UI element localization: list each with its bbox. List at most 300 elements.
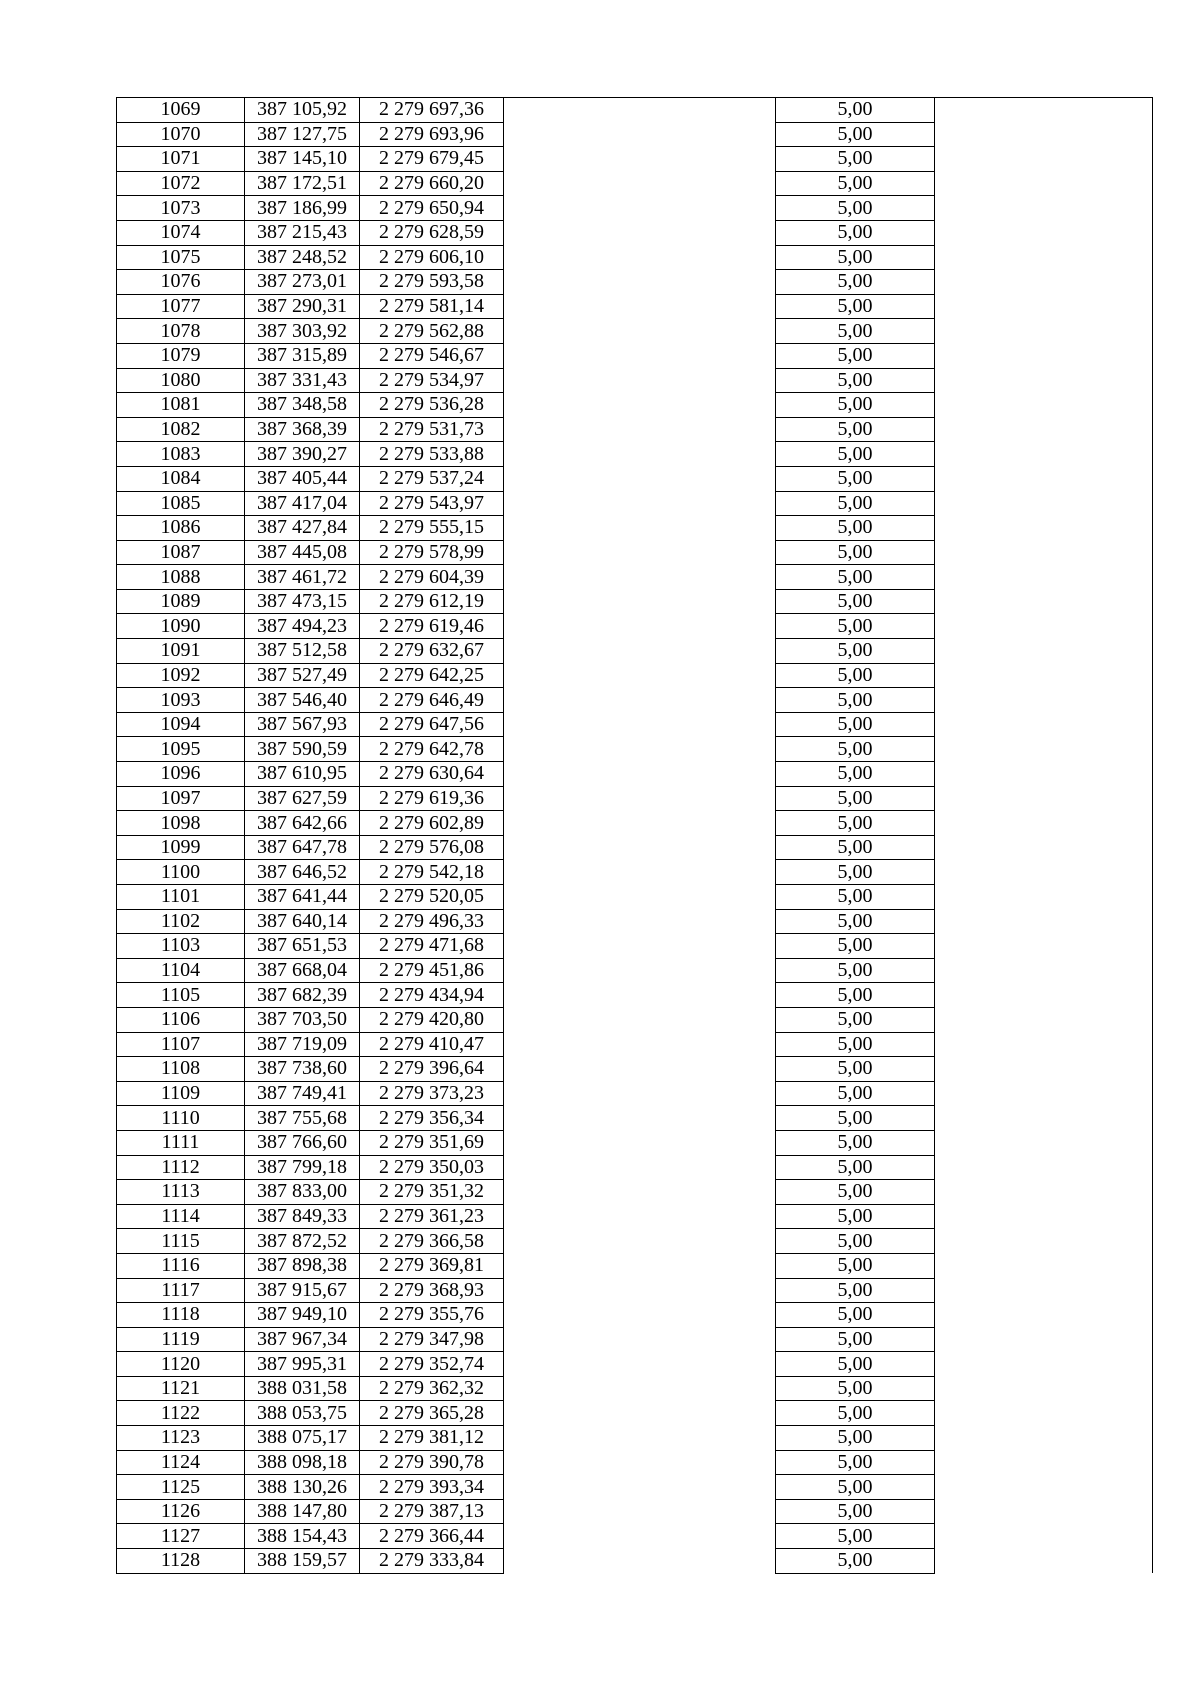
cell-blank2	[935, 1278, 1153, 1303]
table-row	[117, 712, 1153, 737]
cell-y: 2 279 361,23	[360, 1204, 504, 1229]
cell-point: 1107	[117, 1032, 245, 1057]
cell-value: 5,00	[776, 491, 935, 516]
table-row	[117, 1253, 1153, 1278]
cell-value: 5,00	[776, 1081, 935, 1106]
table-row	[117, 417, 1153, 442]
cell-point: 1090	[117, 614, 245, 639]
table-row	[117, 270, 1153, 295]
cell-value: 5,00	[776, 1057, 935, 1082]
cell-x: 387 127,75	[245, 122, 360, 147]
cell-y: 2 279 471,68	[360, 934, 504, 959]
cell-y: 2 279 356,34	[360, 1106, 504, 1131]
cell-value: 5,00	[776, 1450, 935, 1475]
cell-x: 387 915,67	[245, 1278, 360, 1303]
cell-y: 2 279 531,73	[360, 417, 504, 442]
cell-value: 5,00	[776, 663, 935, 688]
cell-blank1	[504, 1130, 776, 1155]
cell-blank1	[504, 1450, 776, 1475]
cell-value: 5,00	[776, 1549, 935, 1574]
cell-y: 2 279 660,20	[360, 171, 504, 196]
cell-y: 2 279 542,18	[360, 860, 504, 885]
cell-y: 2 279 546,67	[360, 343, 504, 368]
cell-value: 5,00	[776, 343, 935, 368]
cell-x: 387 833,00	[245, 1180, 360, 1205]
cell-value: 5,00	[776, 1032, 935, 1057]
table-row	[117, 737, 1153, 762]
cell-y: 2 279 351,32	[360, 1180, 504, 1205]
cell-blank2	[935, 1057, 1153, 1082]
cell-blank2	[935, 1106, 1153, 1131]
cell-y: 2 279 536,28	[360, 393, 504, 418]
cell-blank1	[504, 122, 776, 147]
cell-point: 1089	[117, 589, 245, 614]
cell-point: 1099	[117, 835, 245, 860]
cell-blank2	[935, 1327, 1153, 1352]
cell-value: 5,00	[776, 1229, 935, 1254]
cell-blank1	[504, 245, 776, 270]
table-row	[117, 1081, 1153, 1106]
cell-point: 1097	[117, 786, 245, 811]
cell-x: 387 567,93	[245, 712, 360, 737]
cell-point: 1074	[117, 220, 245, 245]
table-row	[117, 1549, 1153, 1574]
cell-y: 2 279 642,25	[360, 663, 504, 688]
cell-y: 2 279 362,32	[360, 1376, 504, 1401]
cell-y: 2 279 576,08	[360, 835, 504, 860]
cell-y: 2 279 451,86	[360, 958, 504, 983]
table-row	[117, 1327, 1153, 1352]
cell-blank2	[935, 270, 1153, 295]
cell-point: 1119	[117, 1327, 245, 1352]
cell-y: 2 279 606,10	[360, 245, 504, 270]
cell-x: 388 147,80	[245, 1499, 360, 1524]
cell-point: 1106	[117, 1007, 245, 1032]
cell-point: 1081	[117, 393, 245, 418]
cell-y: 2 279 534,97	[360, 368, 504, 393]
table-row	[117, 1180, 1153, 1205]
cell-blank1	[504, 589, 776, 614]
cell-x: 387 186,99	[245, 196, 360, 221]
cell-blank2	[935, 1475, 1153, 1500]
cell-x: 388 031,58	[245, 1376, 360, 1401]
table-row	[117, 393, 1153, 418]
cell-value: 5,00	[776, 319, 935, 344]
cell-blank2	[935, 663, 1153, 688]
cell-point: 1093	[117, 688, 245, 713]
cell-blank1	[504, 1032, 776, 1057]
cell-point: 1083	[117, 442, 245, 467]
table-row	[117, 762, 1153, 787]
cell-value: 5,00	[776, 270, 935, 295]
table-row	[117, 343, 1153, 368]
cell-point: 1120	[117, 1352, 245, 1377]
cell-point: 1112	[117, 1155, 245, 1180]
cell-y: 2 279 333,84	[360, 1549, 504, 1574]
cell-y: 2 279 543,97	[360, 491, 504, 516]
cell-blank2	[935, 1130, 1153, 1155]
cell-x: 387 303,92	[245, 319, 360, 344]
cell-point: 1108	[117, 1057, 245, 1082]
cell-y: 2 279 496,33	[360, 909, 504, 934]
cell-blank2	[935, 466, 1153, 491]
cell-value: 5,00	[776, 1524, 935, 1549]
table-row	[117, 688, 1153, 713]
cell-x: 387 647,78	[245, 835, 360, 860]
table-row	[117, 1057, 1153, 1082]
cell-value: 5,00	[776, 147, 935, 172]
cell-blank2	[935, 639, 1153, 664]
cell-blank2	[935, 737, 1153, 762]
cell-x: 387 766,60	[245, 1130, 360, 1155]
cell-blank1	[504, 1426, 776, 1451]
cell-y: 2 279 355,76	[360, 1303, 504, 1328]
cell-blank2	[935, 565, 1153, 590]
cell-point: 1100	[117, 860, 245, 885]
cell-y: 2 279 642,78	[360, 737, 504, 762]
cell-y: 2 279 581,14	[360, 294, 504, 319]
cell-y: 2 279 365,28	[360, 1401, 504, 1426]
cell-blank1	[504, 319, 776, 344]
cell-blank2	[935, 983, 1153, 1008]
cell-y: 2 279 520,05	[360, 885, 504, 910]
cell-point: 1111	[117, 1130, 245, 1155]
cell-x: 387 738,60	[245, 1057, 360, 1082]
table-row	[117, 835, 1153, 860]
cell-blank1	[504, 1327, 776, 1352]
cell-x: 387 105,92	[245, 98, 360, 123]
table-row	[117, 614, 1153, 639]
cell-value: 5,00	[776, 614, 935, 639]
cell-value: 5,00	[776, 196, 935, 221]
cell-value: 5,00	[776, 1376, 935, 1401]
table-row	[117, 1278, 1153, 1303]
cell-blank2	[935, 614, 1153, 639]
cell-y: 2 279 555,15	[360, 516, 504, 541]
cell-x: 387 215,43	[245, 220, 360, 245]
cell-value: 5,00	[776, 983, 935, 1008]
cell-blank1	[504, 934, 776, 959]
cell-x: 387 646,52	[245, 860, 360, 885]
cell-blank2	[935, 1229, 1153, 1254]
cell-value: 5,00	[776, 540, 935, 565]
cell-value: 5,00	[776, 442, 935, 467]
cell-point: 1075	[117, 245, 245, 270]
table-row	[117, 860, 1153, 885]
cell-x: 387 682,39	[245, 983, 360, 1008]
cell-y: 2 279 410,47	[360, 1032, 504, 1057]
cell-blank2	[935, 540, 1153, 565]
cell-y: 2 279 352,74	[360, 1352, 504, 1377]
cell-x: 387 799,18	[245, 1155, 360, 1180]
cell-value: 5,00	[776, 1278, 935, 1303]
table-row	[117, 983, 1153, 1008]
cell-blank2	[935, 958, 1153, 983]
cell-point: 1101	[117, 885, 245, 910]
cell-point: 1073	[117, 196, 245, 221]
cell-blank2	[935, 245, 1153, 270]
cell-value: 5,00	[776, 786, 935, 811]
cell-y: 2 279 619,36	[360, 786, 504, 811]
cell-blank2	[935, 516, 1153, 541]
cell-blank1	[504, 270, 776, 295]
cell-blank2	[935, 1401, 1153, 1426]
table-row	[117, 1155, 1153, 1180]
cell-value: 5,00	[776, 417, 935, 442]
cell-x: 387 546,40	[245, 688, 360, 713]
cell-value: 5,00	[776, 835, 935, 860]
cell-point: 1110	[117, 1106, 245, 1131]
cell-blank1	[504, 983, 776, 1008]
table-row	[117, 368, 1153, 393]
cell-x: 387 315,89	[245, 343, 360, 368]
cell-x: 388 053,75	[245, 1401, 360, 1426]
cell-blank1	[504, 885, 776, 910]
cell-x: 387 473,15	[245, 589, 360, 614]
table-row	[117, 1106, 1153, 1131]
cell-point: 1123	[117, 1426, 245, 1451]
cell-x: 387 703,50	[245, 1007, 360, 1032]
table-row	[117, 885, 1153, 910]
cell-x: 387 642,66	[245, 811, 360, 836]
cell-blank2	[935, 196, 1153, 221]
cell-y: 2 279 396,64	[360, 1057, 504, 1082]
cell-x: 388 098,18	[245, 1450, 360, 1475]
cell-blank2	[935, 147, 1153, 172]
cell-blank1	[504, 1303, 776, 1328]
cell-blank1	[504, 1057, 776, 1082]
cell-blank2	[935, 909, 1153, 934]
cell-blank1	[504, 1475, 776, 1500]
cell-blank2	[935, 811, 1153, 836]
cell-value: 5,00	[776, 688, 935, 713]
cell-y: 2 279 650,94	[360, 196, 504, 221]
cell-y: 2 279 434,94	[360, 983, 504, 1008]
cell-blank2	[935, 319, 1153, 344]
cell-x: 387 390,27	[245, 442, 360, 467]
cell-y: 2 279 578,99	[360, 540, 504, 565]
cell-value: 5,00	[776, 737, 935, 762]
cell-blank2	[935, 1204, 1153, 1229]
cell-y: 2 279 646,49	[360, 688, 504, 713]
cell-blank2	[935, 1303, 1153, 1328]
table-row	[117, 171, 1153, 196]
cell-x: 388 159,57	[245, 1549, 360, 1574]
cell-blank2	[935, 1376, 1153, 1401]
cell-x: 387 749,41	[245, 1081, 360, 1106]
cell-point: 1091	[117, 639, 245, 664]
table-row	[117, 491, 1153, 516]
table-row	[117, 934, 1153, 959]
cell-value: 5,00	[776, 1401, 935, 1426]
cell-x: 388 075,17	[245, 1426, 360, 1451]
table-row	[117, 909, 1153, 934]
cell-y: 2 279 630,64	[360, 762, 504, 787]
cell-point: 1102	[117, 909, 245, 934]
cell-y: 2 279 368,93	[360, 1278, 504, 1303]
cell-y: 2 279 679,45	[360, 147, 504, 172]
cell-blank1	[504, 1180, 776, 1205]
table-row	[117, 639, 1153, 664]
cell-point: 1124	[117, 1450, 245, 1475]
cell-x: 387 641,44	[245, 885, 360, 910]
cell-blank2	[935, 786, 1153, 811]
cell-blank2	[935, 1155, 1153, 1180]
cell-point: 1077	[117, 294, 245, 319]
cell-blank2	[935, 393, 1153, 418]
cell-point: 1115	[117, 1229, 245, 1254]
cell-y: 2 279 381,12	[360, 1426, 504, 1451]
table-row	[117, 319, 1153, 344]
cell-point: 1118	[117, 1303, 245, 1328]
cell-point: 1084	[117, 466, 245, 491]
cell-value: 5,00	[776, 958, 935, 983]
cell-point: 1070	[117, 122, 245, 147]
cell-y: 2 279 628,59	[360, 220, 504, 245]
cell-x: 388 130,26	[245, 1475, 360, 1500]
cell-x: 387 610,95	[245, 762, 360, 787]
cell-y: 2 279 632,67	[360, 639, 504, 664]
cell-x: 387 590,59	[245, 737, 360, 762]
table-row	[117, 663, 1153, 688]
cell-y: 2 279 619,46	[360, 614, 504, 639]
cell-blank1	[504, 1081, 776, 1106]
cell-y: 2 279 420,80	[360, 1007, 504, 1032]
cell-point: 1125	[117, 1475, 245, 1500]
cell-point: 1092	[117, 663, 245, 688]
cell-blank2	[935, 688, 1153, 713]
cell-y: 2 279 693,96	[360, 122, 504, 147]
cell-blank1	[504, 368, 776, 393]
cell-x: 387 627,59	[245, 786, 360, 811]
cell-x: 387 719,09	[245, 1032, 360, 1057]
cell-x: 387 527,49	[245, 663, 360, 688]
cell-blank1	[504, 466, 776, 491]
cell-x: 387 172,51	[245, 171, 360, 196]
cell-blank2	[935, 1499, 1153, 1524]
table-row	[117, 1524, 1153, 1549]
cell-value: 5,00	[776, 516, 935, 541]
cell-value: 5,00	[776, 1007, 935, 1032]
cell-y: 2 279 369,81	[360, 1253, 504, 1278]
cell-point: 1117	[117, 1278, 245, 1303]
cell-blank2	[935, 368, 1153, 393]
cell-value: 5,00	[776, 466, 935, 491]
cell-blank1	[504, 663, 776, 688]
cell-value: 5,00	[776, 565, 935, 590]
cell-y: 2 279 612,19	[360, 589, 504, 614]
cell-blank1	[504, 491, 776, 516]
table-row	[117, 1450, 1153, 1475]
cell-value: 5,00	[776, 122, 935, 147]
cell-y: 2 279 562,88	[360, 319, 504, 344]
cell-point: 1128	[117, 1549, 245, 1574]
table-row	[117, 1032, 1153, 1057]
cell-blank1	[504, 1007, 776, 1032]
table-row	[117, 1475, 1153, 1500]
cell-blank1	[504, 1401, 776, 1426]
cell-point: 1088	[117, 565, 245, 590]
cell-blank2	[935, 885, 1153, 910]
cell-x: 387 668,04	[245, 958, 360, 983]
table-row	[117, 540, 1153, 565]
cell-blank2	[935, 294, 1153, 319]
cell-value: 5,00	[776, 1352, 935, 1377]
cell-blank1	[504, 1376, 776, 1401]
cell-x: 387 512,58	[245, 639, 360, 664]
cell-blank1	[504, 294, 776, 319]
cell-point: 1127	[117, 1524, 245, 1549]
table-row	[117, 786, 1153, 811]
cell-blank1	[504, 1204, 776, 1229]
cell-value: 5,00	[776, 1106, 935, 1131]
cell-blank1	[504, 762, 776, 787]
cell-blank2	[935, 712, 1153, 737]
table-row	[117, 516, 1153, 541]
cell-x: 387 145,10	[245, 147, 360, 172]
cell-point: 1086	[117, 516, 245, 541]
cell-x: 387 427,84	[245, 516, 360, 541]
table-row	[117, 1130, 1153, 1155]
cell-point: 1104	[117, 958, 245, 983]
cell-blank1	[504, 417, 776, 442]
cell-blank1	[504, 835, 776, 860]
cell-blank1	[504, 1229, 776, 1254]
cell-x: 387 417,04	[245, 491, 360, 516]
cell-x: 387 248,52	[245, 245, 360, 270]
cell-value: 5,00	[776, 860, 935, 885]
cell-x: 388 154,43	[245, 1524, 360, 1549]
cell-blank1	[504, 442, 776, 467]
cell-value: 5,00	[776, 1155, 935, 1180]
cell-blank1	[504, 516, 776, 541]
cell-blank1	[504, 614, 776, 639]
cell-y: 2 279 393,34	[360, 1475, 504, 1500]
cell-blank2	[935, 491, 1153, 516]
cell-point: 1103	[117, 934, 245, 959]
cell-y: 2 279 387,13	[360, 1499, 504, 1524]
cell-point: 1080	[117, 368, 245, 393]
cell-x: 387 949,10	[245, 1303, 360, 1328]
cell-blank1	[504, 786, 776, 811]
cell-blank2	[935, 1524, 1153, 1549]
cell-blank1	[504, 1549, 776, 1574]
cell-value: 5,00	[776, 1253, 935, 1278]
cell-blank1	[504, 98, 776, 123]
cell-value: 5,00	[776, 1499, 935, 1524]
cell-blank2	[935, 1426, 1153, 1451]
cell-x: 387 898,38	[245, 1253, 360, 1278]
table-row	[117, 1303, 1153, 1328]
table-row	[117, 98, 1153, 123]
cell-blank2	[935, 1081, 1153, 1106]
cell-y: 2 279 347,98	[360, 1327, 504, 1352]
cell-blank1	[504, 220, 776, 245]
table-row	[117, 122, 1153, 147]
table-row	[117, 1376, 1153, 1401]
cell-value: 5,00	[776, 639, 935, 664]
cell-value: 5,00	[776, 245, 935, 270]
cell-value: 5,00	[776, 294, 935, 319]
cell-blank2	[935, 1549, 1153, 1574]
cell-blank2	[935, 934, 1153, 959]
cell-blank2	[935, 835, 1153, 860]
cell-blank2	[935, 1007, 1153, 1032]
cell-value: 5,00	[776, 1303, 935, 1328]
cell-x: 387 290,31	[245, 294, 360, 319]
cell-point: 1098	[117, 811, 245, 836]
table-row	[117, 220, 1153, 245]
